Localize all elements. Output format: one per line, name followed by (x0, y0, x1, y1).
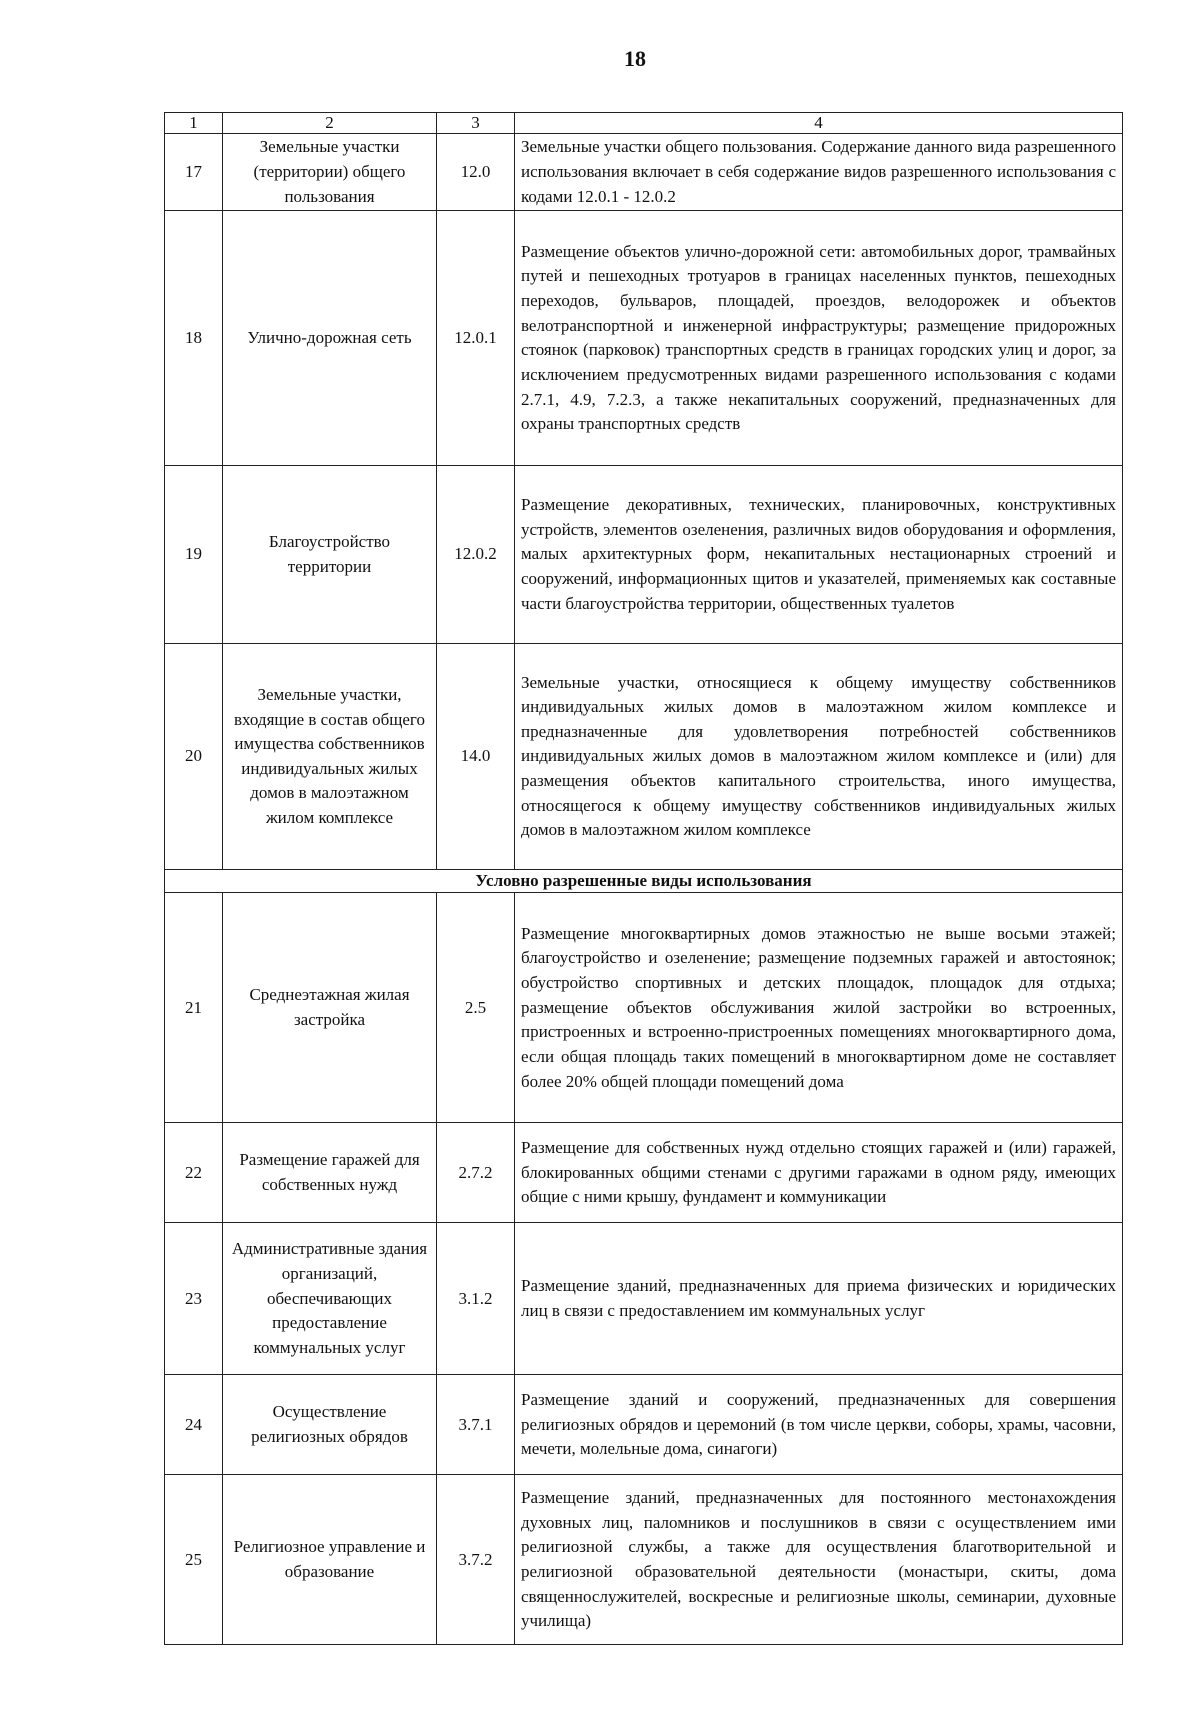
column-header: 2 (223, 113, 437, 134)
section-title: Условно разрешенные виды использования (165, 870, 1123, 893)
use-type-code: 2.5 (437, 893, 515, 1123)
table-row (165, 1475, 1123, 1645)
column-header: 1 (165, 113, 223, 134)
use-type-name: Религиозное управление и образование (223, 1475, 437, 1645)
use-type-code: 12.0.1 (437, 211, 515, 466)
use-type-code: 14.0 (437, 644, 515, 870)
page-number: 18 (624, 46, 646, 71)
use-type-name: Улично-дорожная сеть (223, 211, 437, 466)
use-type-name: Земельные участки (территории) общего пользования (223, 134, 437, 211)
use-type-description: Размещение для собственных нужд отдельно стоящих гаражей и (или) гаражей, блокированных общими стенами с другими гаражами в одном ряду, имеющих общие с ними крышу, фундамент и коммуникации (515, 1123, 1123, 1223)
use-type-description: Земельные участки общего пользования. Содержание данного вида разрешенного использования включает в себя содержание видов разрешенного использования с кодами 12.0.1 - 12.0.2 (515, 134, 1123, 211)
use-type-description: Размещение зданий, предназначенных для приема физических и юридических лиц в связи с предоставлением им коммунальных услуг (515, 1223, 1123, 1375)
column-header: 3 (437, 113, 515, 134)
use-type-code: 2.7.2 (437, 1123, 515, 1223)
table-row (165, 211, 1123, 466)
table-header-row (165, 113, 1123, 134)
use-type-name: Земельные участки, входящие в состав общего имущества собственников индивидуальных жилых домов в малоэтажном жилом комплексе (223, 644, 437, 870)
use-type-name: Размещение гаражей для собственных нужд (223, 1123, 437, 1223)
use-type-description: Размещение многоквартирных домов этажностью не выше восьми этажей; благоустройство и озеленение; размещение подземных гаражей и автостоянок; обустройство спортивных и детских площадок, площадок для отдыха; размещение объектов обслуживания жилой застройки во встроенных, пристроенных и встроенно-пристроенных помещениях многоквартирного дома, если общая площадь таких помещений в многоквартирном доме не составляет более 20% общей площади помещений дома (515, 893, 1123, 1123)
use-type-description: Размещение объектов улично-дорожной сети: автомобильных дорог, трамвайных путей и пешеходных тротуаров в границах населенных пунктов, пешеходных переходов, бульваров, площадей, проездов, велодорожек и объектов велотранспортной и инженерной инфраструктуры; размещение придорожных стоянок (парковок) транспортных средств в границах городских улиц и дорог, за исключением предусмотренных видами разрешенного использования с кодами 2.7.1, 4.9, 7.2.3, а также некапитальных сооружений, предназначенных для охраны транспортных средств (515, 211, 1123, 466)
column-header: 4 (515, 113, 1123, 134)
use-type-code: 3.7.1 (437, 1375, 515, 1475)
use-type-code: 12.0.2 (437, 466, 515, 644)
use-type-description: Размещение декоративных, технических, планировочных, конструктивных устройств, элементов озеленения, различных видов оборудования и оформления, малых архитектурных форм, некапитальных нестационарных строений и сооружений, информационных щитов и указателей, применяемых как составные части благоустройства территории, общественных туалетов (515, 466, 1123, 644)
use-type-code: 12.0 (437, 134, 515, 211)
table-row (165, 466, 1123, 644)
row-number: 17 (165, 134, 223, 211)
row-number: 21 (165, 893, 223, 1123)
table-row (165, 644, 1123, 870)
table-row (165, 1375, 1123, 1475)
row-number: 19 (165, 466, 223, 644)
land-use-table (164, 112, 1123, 1645)
use-type-description: Размещение зданий, предназначенных для постоянного местонахождения духовных лиц, паломников и послушников в связи с осуществлением ими религиозной службы, а также для осуществления благотворительной и религиозной образовательной деятельности (монастыри, скиты, дома священнослужителей, воскресные и религиозные школы, семинарии, духовные училища) (515, 1475, 1123, 1645)
use-type-description: Размещение зданий и сооружений, предназначенных для совершения религиозных обрядов и церемоний (в том числе церкви, соборы, храмы, часовни, мечети, молельные дома, синагоги) (515, 1375, 1123, 1475)
row-number: 20 (165, 644, 223, 870)
use-type-name: Среднеэтажная жилая застройка (223, 893, 437, 1123)
table-row (165, 1223, 1123, 1375)
table-row (165, 1123, 1123, 1223)
use-type-code: 3.1.2 (437, 1223, 515, 1375)
row-number: 22 (165, 1123, 223, 1223)
use-type-name: Благоустройство территории (223, 466, 437, 644)
table-row (165, 134, 1123, 211)
row-number: 23 (165, 1223, 223, 1375)
table-row (165, 893, 1123, 1123)
use-type-code: 3.7.2 (437, 1475, 515, 1645)
row-number: 18 (165, 211, 223, 466)
use-type-name: Административные здания организаций, обеспечивающих предоставление коммунальных услуг (223, 1223, 437, 1375)
row-number: 24 (165, 1375, 223, 1475)
row-number: 25 (165, 1475, 223, 1645)
use-type-description: Земельные участки, относящиеся к общему имуществу собственников индивидуальных жилых домов в малоэтажном жилом комплексе и предназначенные для удовлетворения потребностей собственников индивидуальных жилых домов в малоэтажном жилом комплексе и (или) для размещения объектов капитального строительства, иного имущества, относящегося к общему имуществу собственников индивидуальных жилых домов в малоэтажном жилом комплексе (515, 644, 1123, 870)
use-type-name: Осуществление религиозных обрядов (223, 1375, 437, 1475)
section-header-row (165, 870, 1123, 893)
